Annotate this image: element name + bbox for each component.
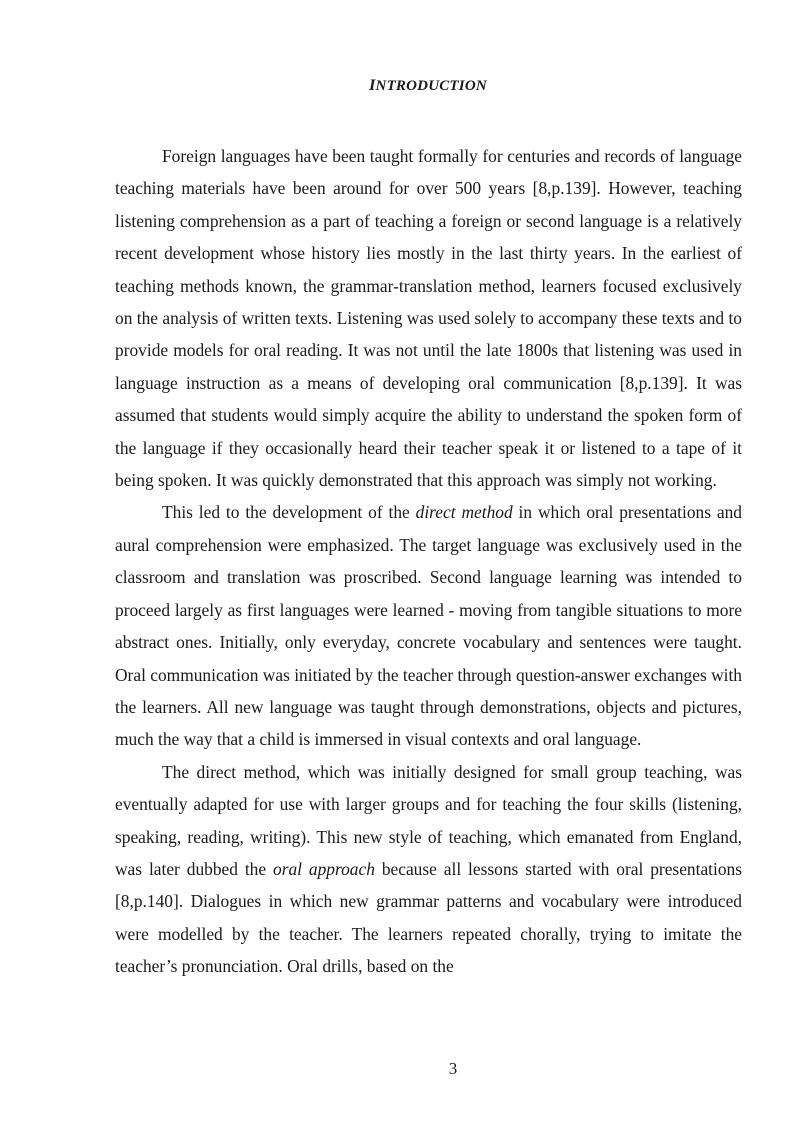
page-number: 3: [448, 1059, 458, 1078]
heading-rest: NTRODUCTION: [375, 78, 487, 94]
heading-initial: I: [369, 77, 376, 94]
section-heading: [0, 77, 800, 95]
paragraph-1: Foreign languages have been taught formally for centuries and records of language teaching materials have been around for over 500 years [8,p.139]. However, teaching listening comprehension as a part of teaching a foreign or second language is a relatively recent development whose history lies mostly in the last thirty years. In the earliest of teaching methods known, the grammar-translation method, learners focused exclusively on the analysis of written texts. Listening was used solely to accompany these texts and to provide models for oral reading. It was not until the late 1800s that listening was used in language instruction as a means of developing oral communication [8,p.139]. It was assumed that students would simply acquire the ability to understand the spoken form of the language if they occasionally heard their teacher speak it or listened to a tape of it being spoken. It was quickly demonstrated that this approach was simply not working.: [115, 146, 742, 491]
paragraph-3-emphasis: oral approach: [273, 858, 375, 879]
paragraph-2-before: This led to the development of the: [162, 502, 416, 523]
body-text: [115, 140, 742, 983]
paragraph-3-before: The direct method, which was initially designed for small group teaching, was eventually adapted for use with larger groups and for teaching the four skills (listening, speaking, reading, writing). This new style of teaching, which emanated from England, was later dubbed the: [115, 761, 742, 879]
paragraph-3: [115, 756, 742, 983]
paragraph-2-after: in which oral presentations and aural comprehension were emphasized. The target language was exclusively used in the classroom and translation was proscribed. Second language learning was intended to proceed largely as first languages were learned - moving from tangible situations to more abstract ones. Initially, only everyday, concrete vocabulary and sentences were taught. Oral communication was initiated by the teacher through question-answer exchanges with the learners. All new language was taught through demonstrations, objects and pictures, much the way that a child is immersed in visual contexts and oral language.: [115, 502, 742, 750]
paragraph-3-after: because all lessons started with oral presentations [8,p.140]. Dialogues in which new grammar patterns and vocabulary were introduced were modelled by the teacher. The learners repeated chorally, trying to imitate the teacher’s pronunciation. Oral drills, based on the: [115, 858, 742, 977]
paragraph-2: [115, 496, 742, 755]
paragraph-2-emphasis: direct method: [415, 502, 513, 523]
